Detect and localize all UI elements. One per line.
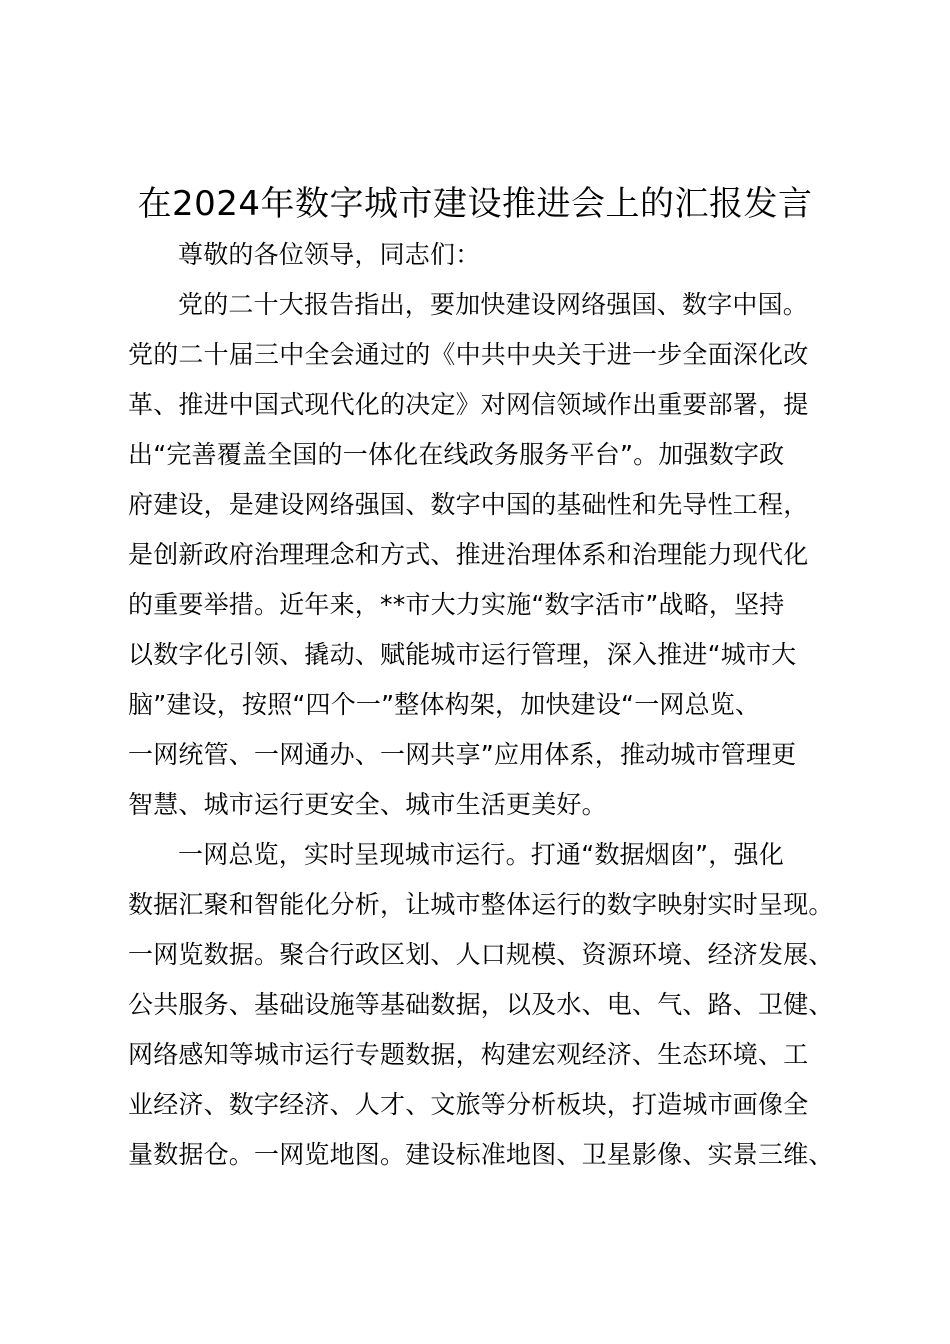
- salutation: 尊敬的各位领导，同志们：: [178, 240, 481, 269]
- paragraph-line: 网络感知等城市运行专题数据，构建宏观经济、生态环境、工: [128, 1040, 809, 1069]
- paragraph-line: 以数字化引领、撬动、赋能城市运行管理，深入推进“城市大: [128, 640, 797, 669]
- paragraph-line: 数据汇聚和智能化分析，让城市整体运行的数字映射实时呈现。: [128, 890, 834, 919]
- paragraph-line: 脑”建设，按照“四个一”整体构架，加快建设“一网总览、: [128, 690, 761, 719]
- paragraph-line: 是创新政府治理理念和方式、推进治理体系和治理能力现代化: [128, 540, 809, 569]
- paragraph-line: 公共服务、基础设施等基础数据，以及水、电、气、路、卫健、: [128, 990, 834, 1019]
- paragraph-line: 一网统管、一网通办、一网共享”应用体系，推动城市管理更: [128, 740, 797, 769]
- paragraph-line: 一网览数据。聚合行政区划、人口规模、资源环境、经济发展、: [128, 940, 834, 969]
- paragraph-line: 府建设，是建设网络强国、数字中国的基础性和先导性工程，: [128, 490, 809, 519]
- paragraph-line: 业经济、数字经济、人才、文旅等分析板块，打造城市画像全: [128, 1090, 809, 1119]
- paragraph-line: 党的二十届三中全会通过的《中共中央关于进一步全面深化改: [128, 340, 809, 369]
- paragraph-line: 一网总览，实时呈现城市运行。打通“数据烟囱”，强化: [178, 840, 784, 869]
- paragraph-line: 量数据仓。一网览地图。建设标准地图、卫星影像、实景三维、: [128, 1140, 834, 1169]
- paragraph-line: 革、推进中国式现代化的决定》对网信领域作出重要部署，提: [128, 390, 809, 419]
- paragraph-line: 的重要举措。近年来，**市大力实施“数字活市”战略，坚持: [128, 590, 785, 619]
- document-title: 在2024年数字城市建设推进会上的汇报发言: [137, 184, 813, 224]
- paragraph-line: 党的二十大报告指出，要加快建设网络强国、数字中国。: [178, 290, 809, 319]
- paragraph-line: 智慧、城市运行更安全、城市生活更美好。: [128, 790, 607, 819]
- paragraph-line: 出“完善覆盖全国的一体化在线政务服务平台”。加强数字政: [128, 440, 785, 469]
- document-body: [128, 230, 848, 1180]
